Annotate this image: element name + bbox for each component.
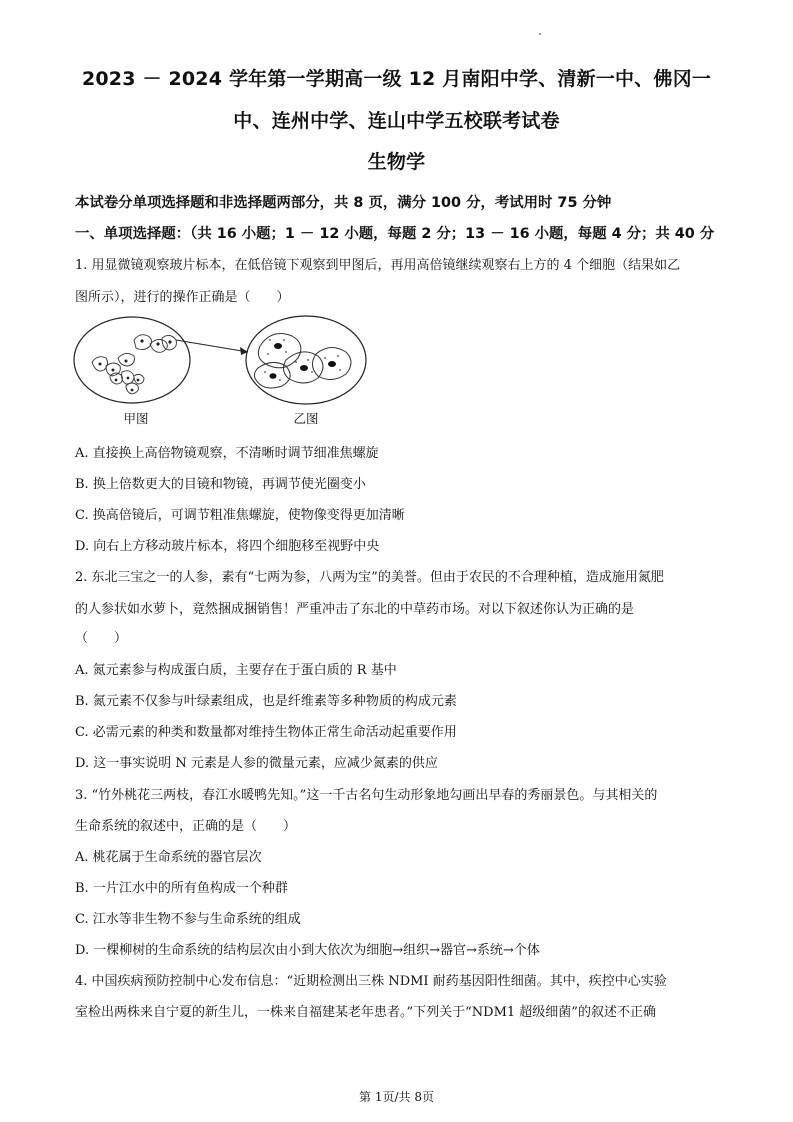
field-of-view-right — [246, 316, 366, 404]
page-footer: 第 1页/共 8页 — [359, 1090, 434, 1104]
question-2-line-3: （ ） — [75, 631, 128, 646]
section-heading: 一、单项选择题：（共 16 小题；1 － 12 小题，每题 2 分；13 － 16 小题，每题 4 分；共 40 分 — [75, 226, 715, 242]
subject-title: 生物学 — [367, 151, 426, 173]
cells-cluster-left — [92, 335, 176, 394]
question-3-option-b: B. 一片江水中的所有鱼构成一个种群 — [75, 881, 288, 896]
question-1-line-1: 1. 用显微镜观察玻片标本，在低倍镜下观察到甲图后，再用高倍镜继续观察右上方的 4 个细胞（结果如乙 — [75, 258, 681, 273]
microscope-figure — [70, 310, 390, 430]
question-1-line-2: 图所示），进行的操作正确是（ ） — [75, 290, 290, 305]
question-1-option-c: C. 换高倍镜后，可调节粗准焦螺旋，使物像变得更加清晰 — [75, 508, 405, 523]
question-2-line-2: 的人参状如水萝卜，竟然捆成捆销售！严重冲击了东北的中草药市场。对以下叙述你认为正确的是 — [75, 602, 635, 617]
question-2-option-b: B. 氮元素不仅参与叶绿素组成，也是纤维素等多种物质的构成元素 — [75, 694, 457, 709]
question-3-option-c: C. 江水等非生物不参与生命系统的组成 — [75, 912, 301, 927]
question-3-line-2: 生命系统的叙述中，正确的是（ ） — [75, 819, 297, 834]
exam-intro: 本试卷分单项选择题和非选择题两部分，共 8 页，满分 100 分，考试用时 75 分钟 — [75, 195, 612, 211]
question-2-line-1: 2. 东北三宝之一的人参，素有“七两为参，八两为宝”的美誉。但由于农民的不合理种植，造成施用氮肥 — [75, 570, 664, 585]
scan-dot — [539, 33, 541, 35]
question-3-option-a: A. 桃花属于生命系统的器官层次 — [75, 850, 262, 865]
question-2-option-a: A. 氮元素参与构成蛋白质，主要存在于蛋白质的 R 基中 — [75, 663, 397, 678]
question-1-option-d: D. 向右上方移动玻片标本，将四个细胞移至视野中央 — [75, 539, 380, 554]
question-2-option-d: D. 这一事实说明 N 元素是人参的微量元素，应减少氮素的供应 — [75, 756, 438, 771]
figure-label-right: 乙图 — [293, 411, 319, 426]
question-4-line-2: 室检出两株来自宁夏的新生儿，一株来自福建某老年患者。”下列关于“NDM1 超级细菌”的叙述不正确 — [75, 1005, 656, 1020]
question-4-line-1: 4. 中国疾病预防控制中心发布信息：“近期检测出三株 NDMI 耐药基因阳性细菌。其中，疾控中心实验 — [75, 974, 667, 989]
exam-title-line2: 中、连州中学、连山中学五校联考试卷 — [233, 110, 560, 132]
figure-label-left: 甲图 — [123, 411, 149, 426]
exam-title-line1: 2023 － 2024 学年第一学期高一级 12 月南阳中学、清新一中、佛冈一 — [81, 68, 712, 90]
question-1-option-b: B. 换上倍数更大的目镜和物镜，再调节使光圈变小 — [75, 477, 366, 492]
question-1-option-a: A. 直接换上高倍物镜观察，不清晰时调节细准焦螺旋 — [75, 446, 379, 461]
cells-cluster-right — [254, 334, 351, 388]
question-2-option-c: C. 必需元素的种类和数量都对维持生物体正常生命活动起重要作用 — [75, 725, 457, 740]
question-3-option-d: D. 一棵柳树的生命系统的结构层次由小到大依次为细胞→组织→器官→系统→个体 — [75, 943, 540, 958]
question-3-line-1: 3. “竹外桃花三两枝，春江水暖鸭先知。”这一千古名句生动形象地勾画出早春的秀丽景色。与其相关的 — [75, 788, 658, 803]
